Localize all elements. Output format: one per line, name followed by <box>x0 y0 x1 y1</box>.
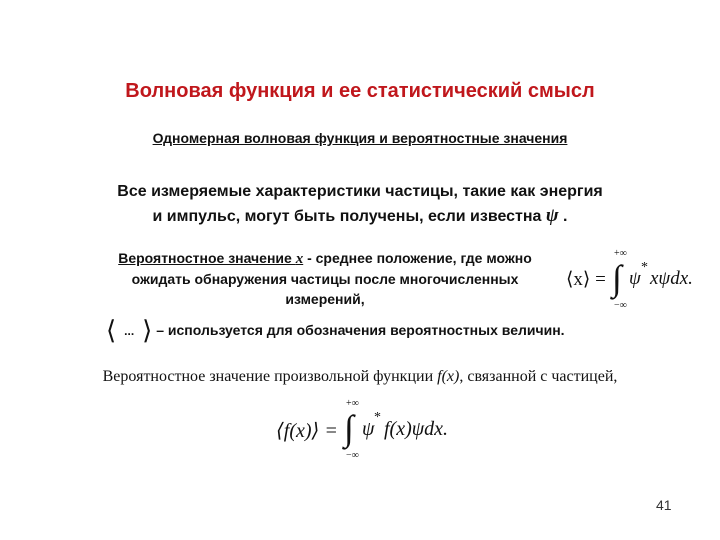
intro-line-2-text: и импульс, могут быть получены, если известна <box>152 208 546 225</box>
formula1-psi: ψ <box>629 268 641 289</box>
formula2-star: * <box>374 410 381 425</box>
definition-line-1 <box>80 248 570 269</box>
formula1-body: xψdx. <box>650 268 693 289</box>
definition-line-2: ожидать обнаружения частицы после многочисленных <box>131 271 519 287</box>
formula2-integral-sign: ∫ <box>344 408 354 448</box>
function-text-prefix: Вероятностное значение произвольной функции <box>102 368 438 385</box>
formula2-lower-limit: −∞ <box>346 450 359 461</box>
formula2-body: f(x)ψdx. <box>384 418 449 440</box>
slide-title: Волновая функция и ее статистический смысл <box>125 80 595 102</box>
angle-dots: ... <box>124 324 135 338</box>
formula2-lhs: ⟨f(x)⟩ = <box>276 420 338 442</box>
function-text-suffix: , связанной с частицей, <box>459 368 618 385</box>
definition-term-text: Вероятностное значение <box>118 250 296 266</box>
intro-line-1: Все измеряемые характеристики частицы, такие как энергия <box>117 183 603 200</box>
definition-line-1-rest: - среднее положение, где можно <box>303 250 532 266</box>
formula1-star: * <box>641 260 648 275</box>
formula1-lower-limit: −∞ <box>614 300 627 311</box>
slide-subtitle: Одномерная волновая функция и вероятностные значения <box>152 130 568 146</box>
definition-line-3: измерений, <box>285 291 365 307</box>
left-angle-bracket: ⟨ <box>106 316 117 345</box>
page-number: 41 <box>656 497 672 513</box>
definition-variable: x <box>295 251 304 267</box>
function-fx: f(x) <box>437 368 460 385</box>
intro-line-2-end: . <box>558 208 568 225</box>
formula1-integral-sign: ∫ <box>612 258 622 298</box>
intro-line-2 <box>40 204 680 229</box>
right-angle-bracket: ⟩ <box>142 316 153 345</box>
expectation-fx-formula <box>276 400 476 464</box>
formula1-lhs: ⟨x⟩ = <box>566 269 606 290</box>
formula2-psi: ψ <box>362 418 375 440</box>
angle-note-text: – используется для обозначения вероятностных величин. <box>152 322 565 338</box>
psi-symbol: ψ <box>545 205 559 226</box>
angle-bracket-note <box>106 316 565 346</box>
expectation-x-formula <box>566 250 706 314</box>
function-expectation-text <box>0 368 720 386</box>
intro-paragraph <box>40 180 680 229</box>
expectation-definition <box>80 248 570 309</box>
formula2-upper-limit: +∞ <box>346 398 359 409</box>
definition-term <box>118 250 303 266</box>
formula1-upper-limit: +∞ <box>614 248 627 259</box>
